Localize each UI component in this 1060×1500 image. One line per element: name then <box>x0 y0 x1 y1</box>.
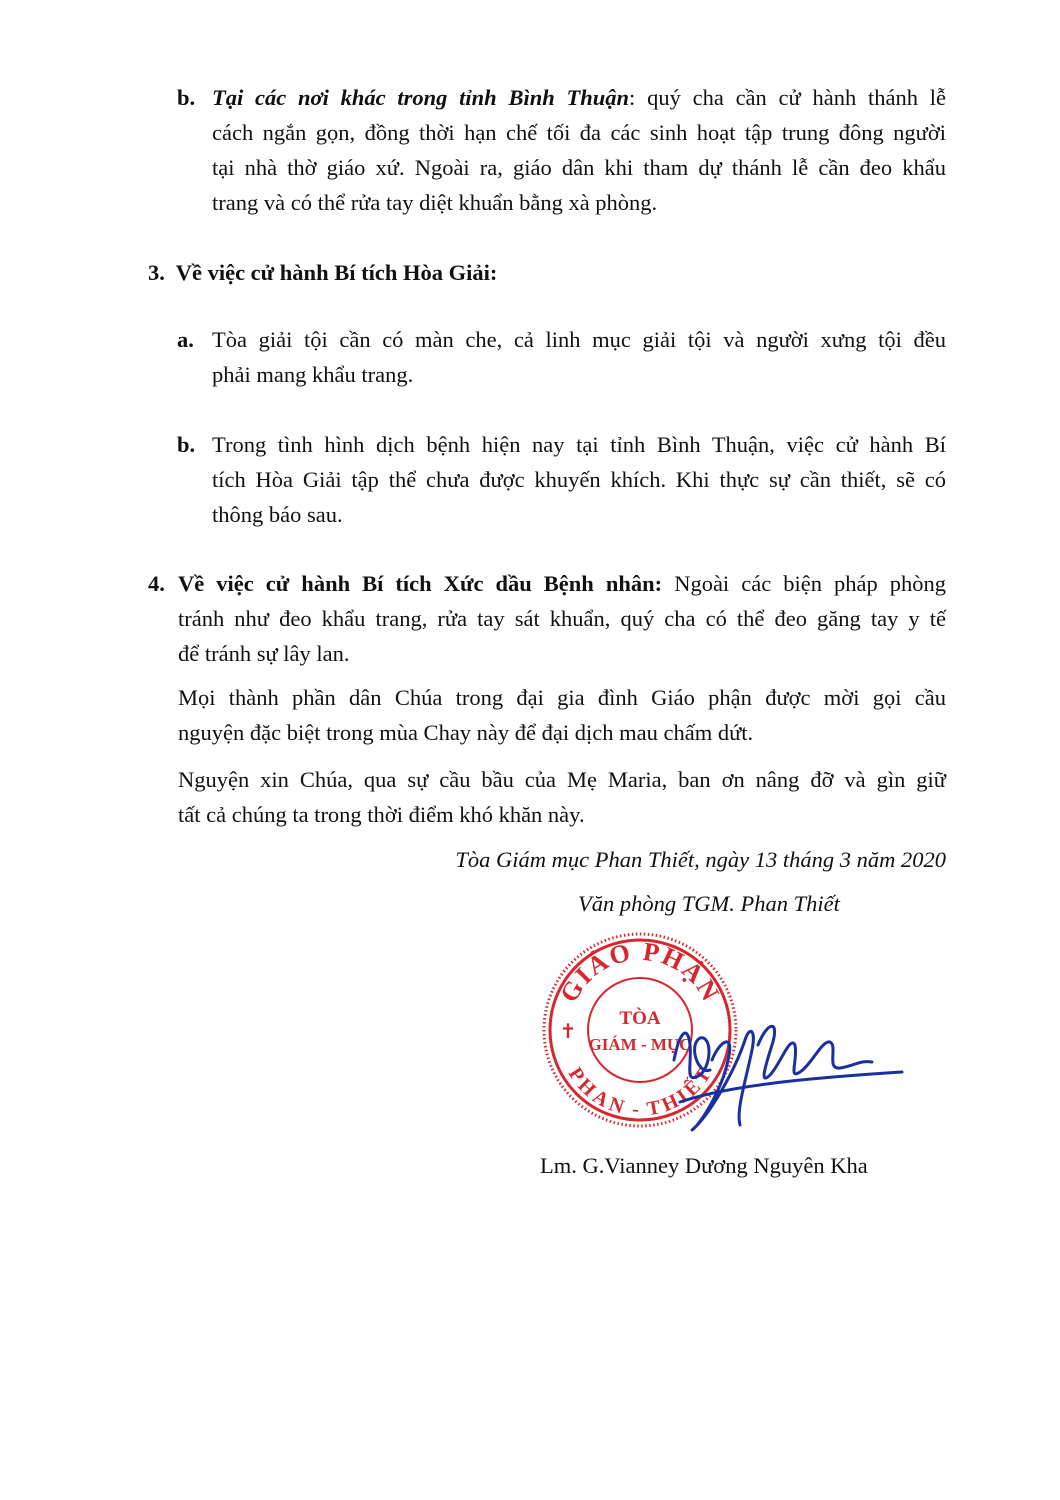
paragraph-3a-line-2: phải mang khẩu trang. <box>212 362 414 387</box>
section-3-heading: 3. Về việc cử hành Bí tích Hòa Giải: <box>148 260 498 285</box>
seal-top-text: GIÁO PHẬN <box>554 936 726 1008</box>
paragraph-4 <box>178 566 946 671</box>
closing-paragraph-2 <box>178 762 946 832</box>
section-4-heading: Về việc cử hành Bí tích Xức dầu Bệnh nhân: <box>178 571 663 596</box>
item-marker-3b: b. <box>177 432 196 457</box>
place-and-date: Tòa Giám mục Phan Thiết, ngày 13 tháng 3 năm 2020 <box>455 847 946 872</box>
closing-paragraph-2-line-1: Nguyện xin Chúa, qua sự cầu bầu của Mẹ Maria, ban ơn nâng đỡ và gìn giữ <box>178 767 946 792</box>
paragraph-2b-line-3: tại nhà thờ giáo xứ. Ngoài ra, giáo dân khi tham dự thánh lễ cần đeo khẩu <box>212 155 946 180</box>
closing-paragraph-1-line-2: nguyện đặc biệt trong mùa Chay này để đại dịch mau chấm dứt. <box>178 720 754 745</box>
item-marker-3a: a. <box>177 327 194 352</box>
section-4-number: 4. <box>148 571 165 596</box>
issuing-office: Văn phòng TGM. Phan Thiết <box>578 891 840 916</box>
paragraph-2b-line-4: trang và có thể rửa tay diệt khuẩn bằng xà phòng. <box>212 190 658 215</box>
handwritten-signature <box>640 990 910 1140</box>
seal-center-line-2: GIÁM - MỤC <box>588 1035 692 1054</box>
closing-paragraph-1 <box>178 680 946 750</box>
paragraph-3b-line-2: tích Hòa Giải tập thể chưa được khuyến khích. Khi thực sự cần thiết, sẽ có <box>212 467 946 492</box>
paragraph-3b <box>212 427 946 532</box>
paragraph-2b-line-2: cách ngắn gọn, đồng thời hạn chế tối đa các sinh hoạt tập trung đông người <box>212 120 946 145</box>
seal-center-line-1: TÒA <box>619 1008 661 1029</box>
paragraph-3b-line-1: Trong tình hình dịch bệnh hiện nay tại tỉnh Bình Thuận, việc cử hành Bí <box>212 432 946 457</box>
paragraph-4-line-1: Về việc cử hành Bí tích Xức dầu Bệnh nhân: Ngoài các biện pháp phòng <box>178 571 947 596</box>
seal-bottom-text: PHAN - THIẾT <box>563 1063 717 1121</box>
paragraph-2b <box>212 80 946 220</box>
paragraph-3a-line-1: Tòa giải tội cần có màn che, cả linh mục giải tội và người xưng tội đều <box>212 327 946 352</box>
closing-paragraph-1-line-1: Mọi thành phần dân Chúa trong đại gia đình Giáo phận được mời gọi cầu <box>178 685 946 710</box>
paragraph-4-line-3: để tránh sự lây lan. <box>178 641 350 666</box>
paragraph-2b-lead: Tại các nơi khác trong tỉnh Bình Thuận <box>212 85 630 110</box>
paragraph-3b-line-3: thông báo sau. <box>212 502 343 527</box>
item-marker-2b: b. <box>177 85 196 110</box>
paragraph-4-line-2: tránh như đeo khẩu trang, rửa tay sát khuẩn, quý cha có thể đeo găng tay y tế <box>178 606 946 631</box>
closing-paragraph-2-line-2: tất cả chúng ta trong thời điểm khó khăn này. <box>178 802 585 827</box>
paragraph-2b-line-1: Tại các nơi khác trong tỉnh Bình Thuận: quý cha cần cử hành thánh lễ <box>212 85 946 110</box>
signer-name: Lm. G.Vianney Dương Nguyên Kha <box>540 1153 868 1178</box>
paragraph-3a <box>212 322 946 392</box>
seal-cross-icon: ✝ <box>559 1019 577 1043</box>
